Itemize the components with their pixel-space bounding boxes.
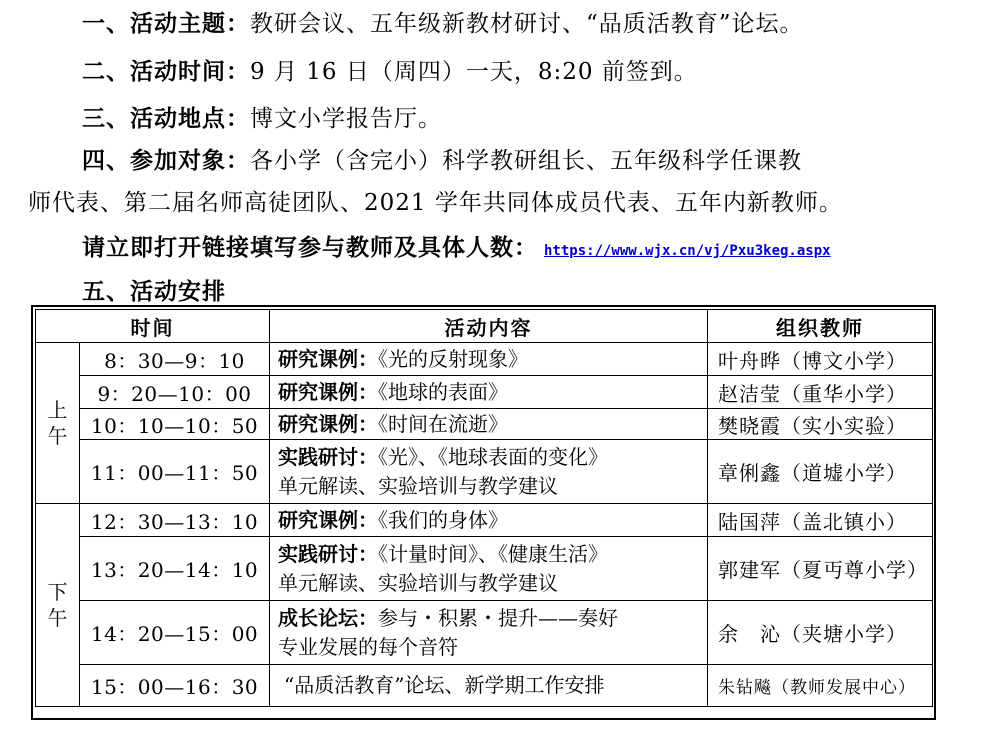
table-row	[36, 343, 933, 376]
organizer-cell: 朱钻飚（教师发展中心）	[708, 665, 933, 707]
participants-text-1: 各小学（含完小）科学教研组长、五年级科学任课教	[250, 148, 802, 174]
link-prompt: 请立即打开链接填写参与教师及具体人数：	[82, 235, 538, 261]
afternoon-cell	[36, 504, 80, 707]
activity-text: 《时间在流逝》	[378, 411, 508, 436]
activity-kind: 研究课例：	[278, 411, 378, 436]
activity-text: 参与・积累・提升——奏好	[378, 605, 618, 630]
afternoon-char-2: 午	[47, 606, 68, 630]
table-row	[36, 409, 933, 440]
participants-line	[82, 142, 802, 175]
place-line	[82, 100, 442, 133]
schedule-heading: 五、活动安排	[82, 279, 226, 305]
morning-char-2: 午	[47, 424, 68, 448]
time-text: 9 月 16 日（周四）一天，8:20 前签到。	[250, 59, 698, 85]
table-row	[36, 376, 933, 409]
header-time: 时间	[36, 310, 270, 343]
content-cell	[270, 504, 708, 537]
header-row	[36, 310, 933, 343]
participants-label: 四、参加对象：	[82, 148, 250, 174]
time-cell: 8：30—9：10	[80, 343, 270, 376]
organizer-cell: 余 沁（夹塘小学）	[708, 601, 933, 665]
time-cell: 13：20—14：10	[80, 537, 270, 601]
activity-text: “品质活教育”论坛、新学期工作安排	[284, 673, 605, 697]
morning-cell	[36, 343, 80, 504]
content-cell	[270, 601, 708, 665]
content-cell	[270, 537, 708, 601]
header-organizer: 组织教师	[708, 310, 933, 343]
table-row	[36, 601, 933, 665]
activity-kind: 研究课例：	[278, 379, 378, 404]
activity-kind: 实践研讨：	[278, 444, 378, 469]
time-line	[82, 53, 698, 86]
topic-text: 教研会议、五年级新教材研讨、“品质活教育”论坛。	[250, 11, 804, 37]
activity-text: 《计量时间》、《健康生活》	[378, 541, 608, 566]
activity-text: 《光的反射现象》	[378, 346, 528, 371]
topic-line	[82, 5, 804, 38]
organizer-cell: 郭建军（夏丏尊小学）	[708, 537, 933, 601]
afternoon-char-1: 下	[47, 580, 68, 604]
organizer-cell: 陆国萍（盖北镇小）	[708, 504, 933, 537]
signup-link[interactable]: https://www.wjx.cn/vj/Pxu3keg.aspx	[544, 243, 831, 259]
organizer-cell: 樊晓霞（实小实验）	[708, 409, 933, 440]
time-cell: 12：30—13：10	[80, 504, 270, 537]
content-cell	[270, 343, 708, 376]
activity-kind: 研究课例：	[278, 346, 378, 371]
schedule-table	[35, 309, 933, 707]
organizer-cell: 章俐鑫（道墟小学）	[708, 440, 933, 504]
time-cell: 10：10—10：50	[80, 409, 270, 440]
content-cell	[270, 409, 708, 440]
table-row	[36, 665, 933, 707]
morning-char-1: 上	[47, 398, 68, 422]
time-cell: 15：00—16：30	[80, 665, 270, 707]
organizer-cell: 赵洁莹（重华小学）	[708, 376, 933, 409]
activity-kind: 成长论坛：	[278, 605, 378, 630]
activity-text: 《光》、《地球表面的变化》	[378, 444, 608, 469]
activity-kind: 实践研讨：	[278, 541, 378, 566]
topic-label: 一、活动主题：	[82, 11, 250, 37]
participants-line-2	[28, 184, 843, 217]
activity-text-2: 专业发展的每个音符	[278, 634, 458, 659]
link-line	[82, 229, 831, 262]
participants-text-2: 师代表、第二届名师高徒团队、2021 学年共同体成员代表、五年内新教师。	[28, 190, 843, 216]
content-cell	[270, 665, 708, 707]
activity-text: 《我们的身体》	[378, 507, 508, 532]
content-cell	[270, 440, 708, 504]
place-text: 博文小学报告厅。	[250, 106, 442, 132]
table-row	[36, 440, 933, 504]
table-row	[36, 504, 933, 537]
activity-text-2: 单元解读、实验培训与教学建议	[278, 570, 558, 595]
place-label: 三、活动地点：	[82, 106, 250, 132]
activity-text-2: 单元解读、实验培训与教学建议	[278, 473, 558, 498]
activity-kind: 研究课例：	[278, 507, 378, 532]
time-cell: 11：00—11：50	[80, 440, 270, 504]
time-cell: 14：20—15：00	[80, 601, 270, 665]
content-cell	[270, 376, 708, 409]
organizer-cell: 叶舟晔（博文小学）	[708, 343, 933, 376]
time-label: 二、活动时间：	[82, 59, 250, 85]
table-row	[36, 537, 933, 601]
header-content: 活动内容	[270, 310, 708, 343]
activity-text: 《地球的表面》	[378, 379, 508, 404]
time-cell: 9：20—10：00	[80, 376, 270, 409]
